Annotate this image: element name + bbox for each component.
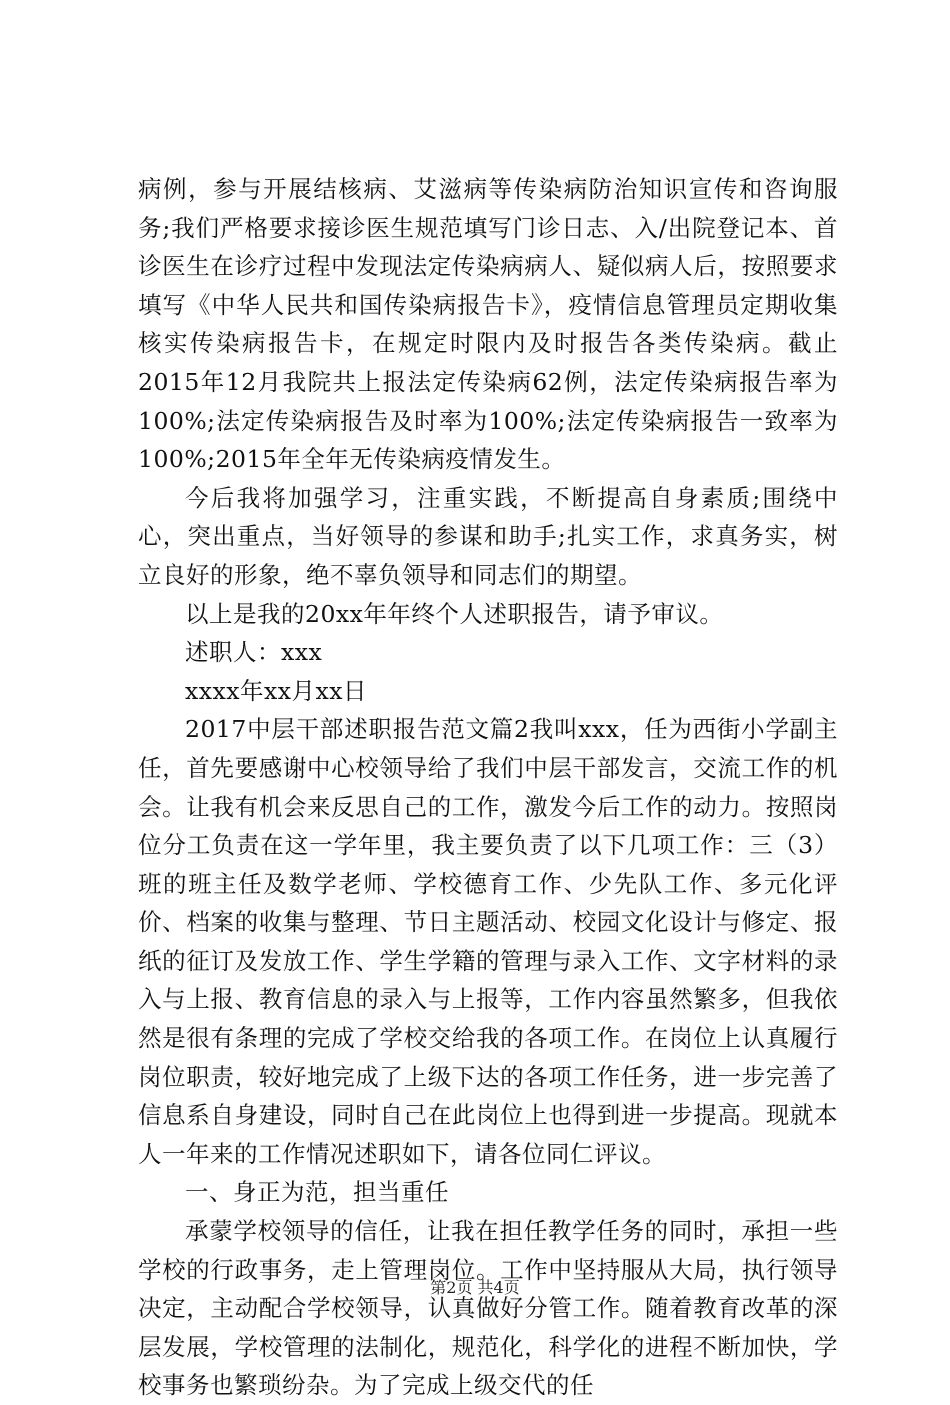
paragraph-epidemic-report: 病例，参与开展结核病、艾滋病等传染病防治知识宣传和咨询服务;我们严格要求接诊医生规范填写门诊日志、入/出院登记本、首诊医生在诊疗过程中发现法定传染病病人、疑似病人后，按照要求填写《中华人民共和国传染病报告卡》，疫情信息管理员定期收集核实传染病报告卡，在规定时限内及时报告各类传染病。截止2015年12月我院共上报法定传染病62例，法定传染病报告率为100%;法定传染病报告及时率为100%;法定传染病报告一致率为100%;2015年全年无传染病疫情发生。 xyxy=(138,175,838,474)
page-footer: 第2页 共4页 xyxy=(430,1278,520,1297)
paragraph-reporter: 述职人：xxx xyxy=(185,638,323,667)
paragraph-closing: 以上是我的20xx年年终个人述职报告，请予审议。 xyxy=(185,599,724,628)
document-body xyxy=(138,170,838,1405)
paragraph-date: xxxx年xx月xx日 xyxy=(185,676,368,705)
paragraph-report-two-intro: 2017中层干部述职报告范文篇2我叫xxx，任为西街小学副主任，首先要感谢中心校领导给了我们中层干部发言，交流工作的机会。让我有机会来反思自己的工作，激发今后工作的动力。按照岗位分工负责在这一学年里，我主要负责了以下几项工作：三（3）班的班主任及数学老师、学校德育工作、少先队工作、多元化评价、档案的收集与整理、节日主题活动、校园文化设计与修定、报纸的征订及发放工作、学生学籍的管理与录入工作、文字材料的录入与上报、教育信息的录入与上报等，工作内容虽然繁多，但我依然是很有条理的完成了学校交给我的各项工作。在岗位上认真履行岗位职责，较好地完成了上级下达的各项工作任务，进一步完善了信息系自身建设，同时自己在此岗位上也得到进一步提高。现就本人一年来的工作情况述职如下，请各位同仁评议。 xyxy=(138,715,838,1168)
paragraph-section-one: 承蒙学校领导的信任，让我在担任教学任务的同时，承担一些学校的行政事务，走上管理岗位。工作中坚持服从大局，执行领导决定，主动配合学校领导，认真做好分管工作。随着教育改革的深层发展，学校管理的法制化，规范化，科学化的进程不断加快，学校事务也繁琐纷杂。为了完成上级交代的任 xyxy=(138,1217,838,1400)
section-heading-one: 一、身正为范，担当重任 xyxy=(185,1178,449,1207)
paragraph-future-plan: 今后我将加强学习，注重实践，不断提高自身素质;围绕中心，突出重点，当好领导的参谋和助手;扎实工作，求真务实，树立良好的形象，绝不辜负领导和同志们的期望。 xyxy=(138,483,838,589)
